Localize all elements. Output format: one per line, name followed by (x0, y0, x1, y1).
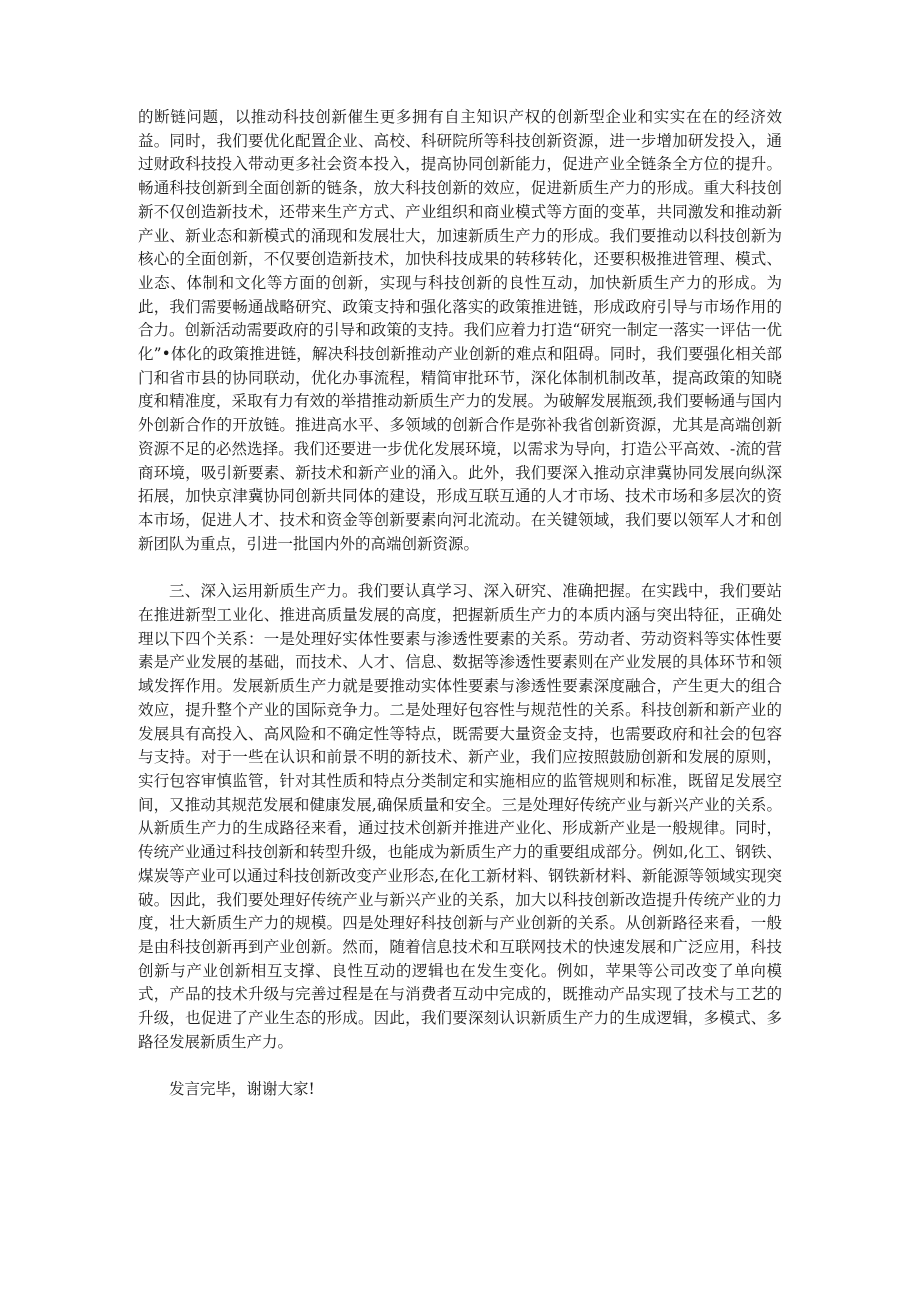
paragraph-continuation: 的断链问题，以推动科技创新催生更多拥有自主知识产权的创新型企业和实实在在的经济效益。同时，我们要优化配置企业、高校、科研院所等科技创新资源，进一步增加研发投入，通过财政科技投入带动更多社会资本投入，提高协同创新能力，促进产业全链条全方位的提升。畅通科技创新到全面创新的链条，放大科技创新的效应，促进新质生产力的形成。重大科技创新不仅创造新技术，还带来生产方式、产业组织和商业模式等方面的变革，共同激发和推动新产业、新业态和新模式的涌现和发展壮大，加速新质生产力的形成。我们要推动以科技创新为核心的全面创新，不仅要创造新技术，加快科技成果的转移转化，还要积极推进管理、模式、业态、体制和文化等方面的创新，实现与科技创新的良性互动，加快新质生产力的形成。为此，我们需要畅通战略研究、政策支持和强化落实的政策推进链，形成政府引导与市场作用的合力。创新活动需要政府的引导和政策的支持。我们应着力打造“研究一制定一落实一评估一优化”•体化的政策推进链，解决科技创新推动产业创新的难点和阻碍。同时，我们要强化相关部门和省市县的协同联动，优化办事流程，精简审批环节，深化体制机制改革，提高政策的知晓度和精准度，采取有力有效的举措推动新质生产力的发展。为破解发展瓶颈,我们要畅通与国内外创新合作的开放链。推进高水平、多领域的创新合作是弥补我省创新资源，尤其是高端创新资源不足的必然选择。我们还要进一步优化发展环境，以需求为导向，打造公平高效、-流的营商环境，吸引新要素、新技术和新产业的涌入。此外，我们要深入推动京津冀协同发展向纵深拓展，加快京津冀协同创新共同体的建设，形成互联互通的人才市场、技术市场和多层次的资本市场，促进人才、技术和资金等创新要素向河北流动。在关键领域，我们要以领军人才和创新团队为重点，引进一批国内外的高端创新资源。 (138, 108, 782, 553)
document-body (138, 106, 782, 1102)
paragraph-section-three: 三、深入运用新质生产力。我们要认真学习、深入研究、准确把握。在实践中，我们要站在推进新型工业化、推进高质量发展的高度，把握新质生产力的本质内涵与突出特征，正确处理以下四个关系：一是处理好实体性要素与渗透性要素的关系。劳动者、劳动资料等实体性要素是产业发展的基础，而技术、人才、信息、数据等渗透性要素则在产业发展的具体环节和领域发挥作用。发展新质生产力就是要推动实体性要素与渗透性要素深度融合，产生更大的组合效应，提升整个产业的国际竞争力。二是处理好包容性与规范性的关系。科技创新和新产业的发展具有高投入、高风险和不确定性等特点，既需要大量资金支持，也需要政府和社会的包容与支持。对于一些在认识和前景不明的新技术、新产业，我们应按照鼓励创新和发展的原则，实行包容审慎监管，针对其性质和特点分类制定和实施相应的监管规则和标准，既留足发展空间，又推动其规范发展和健康发展,确保质量和安全。三是处理好传统产业与新兴产业的关系。从新质生产力的生成路径来看，通过技术创新并推进产业化、形成新产业是一般规律。同时，传统产业通过科技创新和转型升级，也能成为新质生产力的重要组成部分。例如,化工、钢铁、煤炭等产业可以通过科技创新改变产业形态,在化工新材料、钢铁新材料、新能源等领域实现突破。因此，我们要处理好传统产业与新兴产业的关系，加大以科技创新改造提升传统产业的力度，壮大新质生产力的规模。四是处理好科技创新与产业创新的关系。从创新路径来看，一般是由科技创新再到产业创新。然而，随着信息技术和互联网技术的快速发展和广泛应用，科技创新与产业创新相互支撑、良性互动的逻辑也在发生变化。例如，苹果等公司改变了单向模式，产品的技术升级与完善过程是在与消费者互动中完成的，既推动产品实现了技术与工艺的升级，也促进了产业生态的形成。因此，我们要深刻认识新质生产力的生成逻辑，多模式、多路径发展新质生产力。 (138, 582, 782, 1051)
paragraph-closing: 发言完毕，谢谢大家! (169, 1080, 315, 1099)
